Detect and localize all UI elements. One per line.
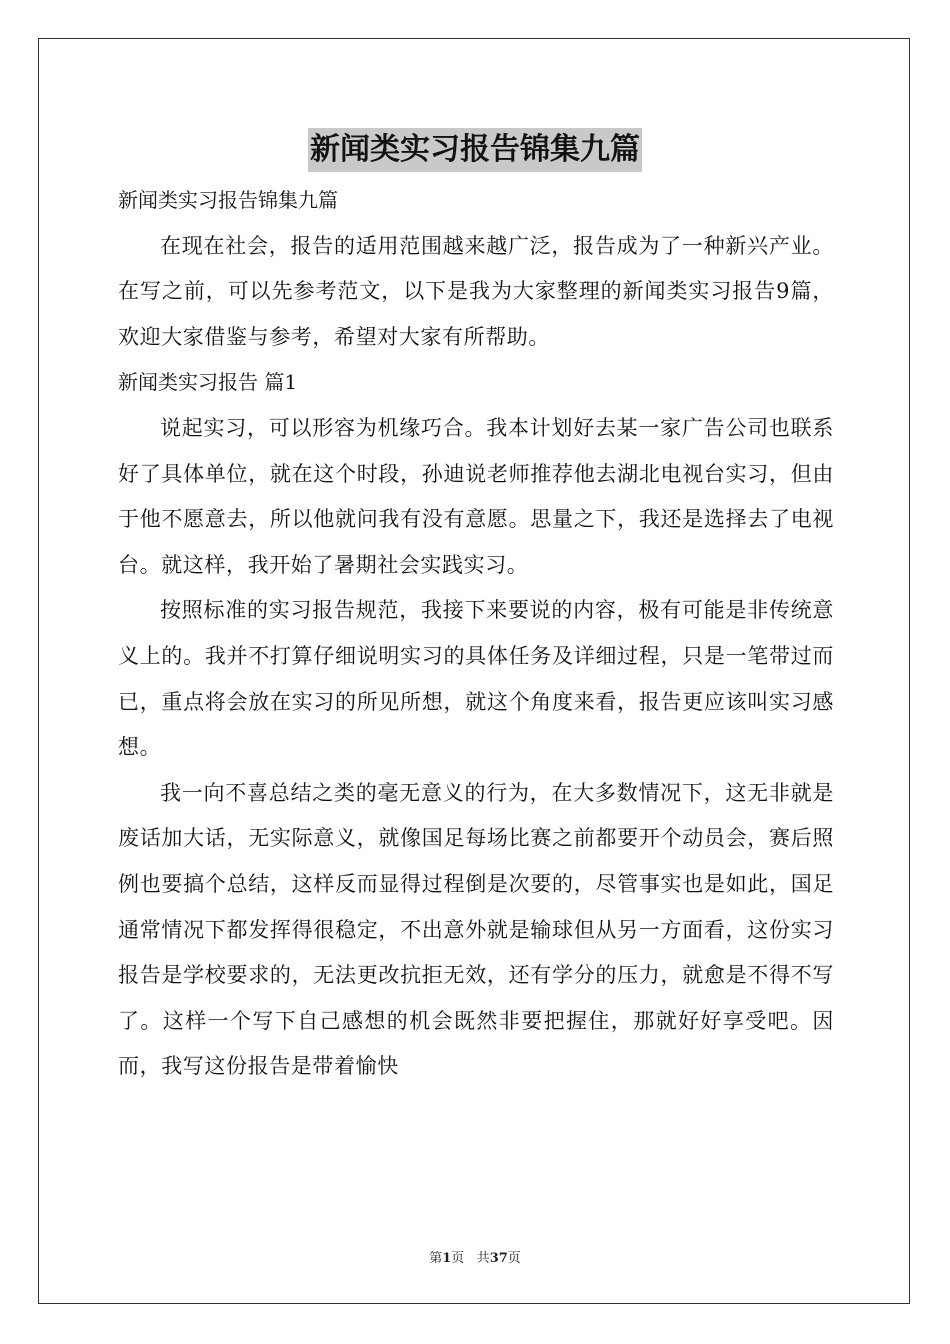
footer-total-unit: 页 <box>507 1251 521 1266</box>
page-footer <box>0 1247 950 1266</box>
footer-prefix: 第 <box>429 1251 443 1266</box>
paragraph: 说起实习，可以形容为机缘巧合。我本计划好去某一家广告公司也联系好了具体单位，就在这个时段，孙迪说老师推荐他去湖北电视台实习，但由于他不愿意去，所以他就问我有没有意愿。思量之下，我还是选择去了电视台。就这样，我开始了暑期社会实践实习。 <box>118 415 834 577</box>
paragraph: 在现在社会，报告的适用范围越来越广泛，报告成为了一种新兴产业。在写之前，可以先参考范文，以下是我为大家整理的新闻类实习报告9篇，欢迎大家借鉴与参考，希望对大家有所帮助。 <box>118 233 834 349</box>
document-title: 新闻类实习报告锦集九篇 <box>308 128 642 172</box>
document-body <box>118 178 834 1090</box>
paragraph: 按照标准的实习报告规范，我接下来要说的内容，极有可能是非传统意义上的。我并不打算仔细说明实习的具体任务及详细过程，只是一笔带过而已，重点将会放在实习的所见所想，就这个角度来看，报告更应该叫实习感想。 <box>118 598 834 760</box>
title-container <box>0 128 950 172</box>
footer-page-number: 1 <box>442 1251 452 1266</box>
footer-total-prefix: 共 <box>476 1251 490 1266</box>
subheading: 新闻类实习报告锦集九篇 <box>118 188 338 212</box>
paragraph: 我一向不喜总结之类的毫无意义的行为，在大多数情况下，这无非就是废话加大话，无实际意义，就像国足每场比赛之前都要开个动员会，赛后照例也要搞个总结，这样反而显得过程倒是次要的，尽管事实也是如此，国足通常情况下都发挥得很稳定，不出意外就是输球但从另一方面看，这份实习报告是学校要求的，无法更改抗拒无效，还有学分的压力，就愈是不得不写了。这样一个写下自己感想的机会既然非要把握住，那就好好享受吧。因而，我写这份报告是带着愉快 <box>118 780 834 1079</box>
footer-page-unit: 页 <box>451 1251 465 1266</box>
footer-total-pages: 37 <box>489 1251 508 1266</box>
section-heading: 新闻类实习报告 篇1 <box>118 370 298 395</box>
